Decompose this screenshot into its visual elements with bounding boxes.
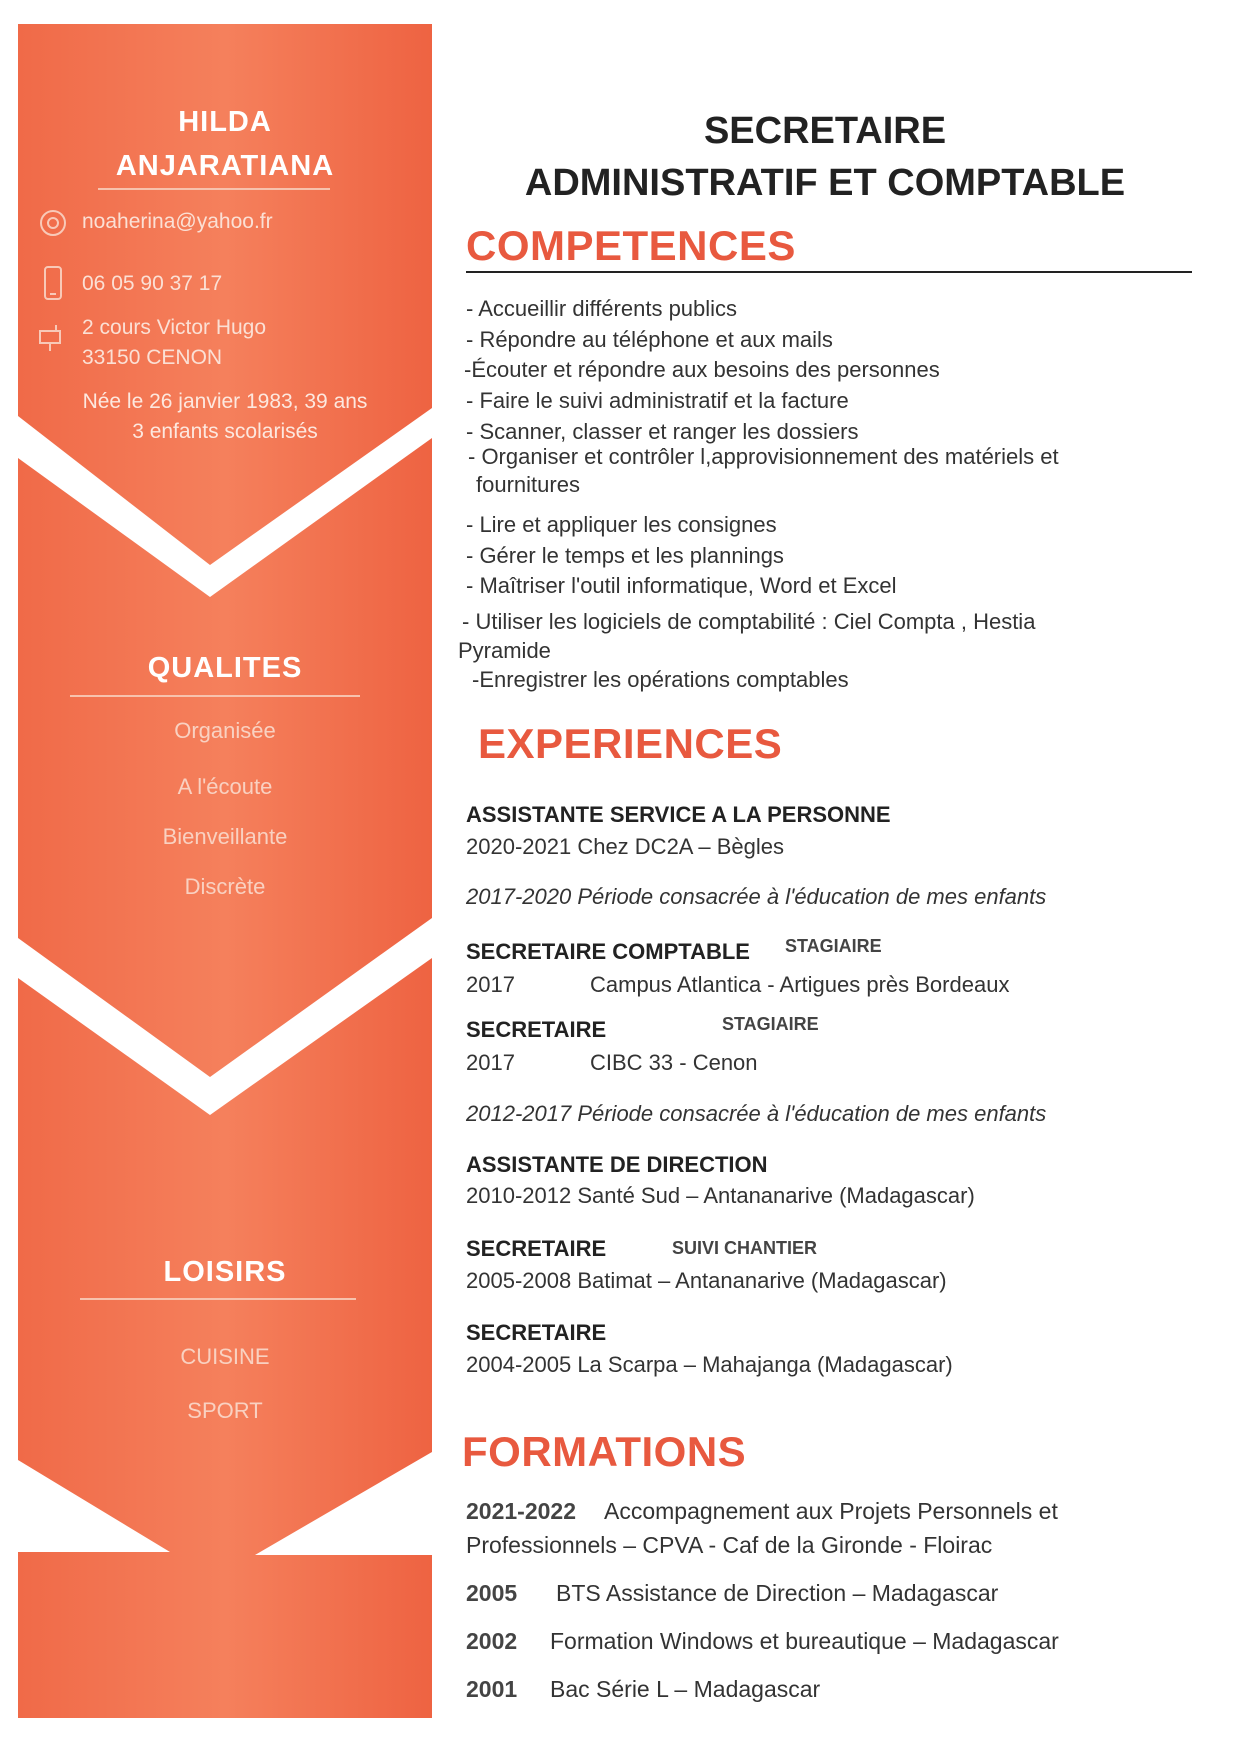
skill-item: - Gérer le temps et les plannings xyxy=(466,543,784,568)
exp-place: Campus Atlantica - Artigues près Bordeaux xyxy=(590,972,1010,997)
sidebar-panel-bottom xyxy=(18,958,432,1718)
name-underline xyxy=(98,188,330,190)
exp-year: 2017 xyxy=(466,972,515,997)
exp-line: 2020-2021 Chez DC2A – Bègles xyxy=(466,834,784,859)
first-name: HILDA xyxy=(178,106,272,138)
qualites-heading: QUALITES xyxy=(147,652,303,684)
skill-item: - Faire le suivi administratif et la facture xyxy=(466,388,849,413)
phone-text: 06 05 90 37 17 xyxy=(82,272,223,295)
qualite-item: Bienveillante xyxy=(162,824,288,849)
exp-role: ASSISTANTE SERVICE A LA PERSONNE xyxy=(466,802,891,827)
experiences-heading: EXPERIENCES xyxy=(478,720,783,767)
address-line1: 2 cours Victor Hugo xyxy=(82,316,267,339)
exp-line: 2005-2008 Batimat – Antananarive (Madagascar) xyxy=(466,1268,947,1293)
exp-role: SECRETAIRE xyxy=(466,1236,607,1261)
exp-line: 2004-2005 La Scarpa – Mahajanga (Madagascar) xyxy=(466,1352,953,1377)
skill-item: - Scanner, classer et ranger les dossiers xyxy=(466,419,859,444)
formation-text: Accompagnement aux Projets Personnels et xyxy=(604,1498,1058,1524)
exp-note: 2017-2020 Période consacrée à l'éducation de mes enfants xyxy=(466,884,1047,909)
loisir-item: SPORT xyxy=(187,1398,263,1423)
exp-role: ASSISTANTE DE DIRECTION xyxy=(466,1152,768,1177)
competences-heading: COMPETENCES xyxy=(466,222,796,269)
formation-text: Professionnels – CPVA - Caf de la Gironde - Floirac xyxy=(466,1532,993,1558)
birth-text: Née le 26 janvier 1983, 39 ans xyxy=(82,390,368,413)
phone-icon xyxy=(38,264,68,304)
job-title-line2: ADMINISTRATIF ET COMPTABLE xyxy=(524,162,1126,204)
last-name: ANJARATIANA xyxy=(115,150,335,182)
skill-item: - Organiser et contrôler l,approvisionnement des matériels et xyxy=(468,444,1059,469)
exp-year: 2017 xyxy=(466,1050,515,1075)
mailbox-icon xyxy=(36,322,66,352)
exp-note: 2012-2017 Période consacrée à l'éducation de mes enfants xyxy=(466,1101,1047,1126)
exp-role: SECRETAIRE COMPTABLE xyxy=(466,939,750,964)
exp-line: 2010-2012 Santé Sud – Antananarive (Madagascar) xyxy=(466,1183,975,1208)
exp-tag: STAGIAIRE xyxy=(785,936,882,956)
formation-text: BTS Assistance de Direction – Madagascar xyxy=(556,1580,999,1606)
qualite-item: Organisée xyxy=(174,718,276,743)
formation-text: Bac Série L – Madagascar xyxy=(550,1676,821,1702)
loisirs-heading: LOISIRS xyxy=(163,1256,287,1288)
email-text: noaherina@yahoo.fr xyxy=(82,210,273,233)
skill-item: - Accueillir différents publics xyxy=(466,296,738,321)
formation-year: 2005 xyxy=(466,1580,518,1606)
skill-item: - Utiliser les logiciels de comptabilité : Ciel Compta , Hestia xyxy=(462,609,1036,634)
skill-item: -Enregistrer les opérations comptables xyxy=(472,667,849,692)
qualites-rule xyxy=(70,695,360,697)
formation-year: 2001 xyxy=(466,1676,518,1702)
exp-role: SECRETAIRE xyxy=(466,1017,607,1042)
formation-year: 2002 xyxy=(466,1628,518,1654)
skill-item: -Écouter et répondre aux besoins des personnes xyxy=(464,357,940,382)
skill-item: - Répondre au téléphone et aux mails xyxy=(466,327,833,352)
qualite-item: A l'écoute xyxy=(177,774,273,799)
qualite-item: Discrète xyxy=(184,874,266,899)
address-line2: 33150 CENON xyxy=(82,346,223,369)
exp-role: SECRETAIRE xyxy=(466,1320,607,1345)
formations-heading: FORMATIONS xyxy=(462,1428,747,1475)
exp-tag: STAGIAIRE xyxy=(722,1014,819,1034)
job-title-line1: SECRETAIRE xyxy=(703,110,947,152)
children-text: 3 enfants scolarisés xyxy=(132,420,318,443)
competences-rule xyxy=(466,271,1192,273)
formation-text: Formation Windows et bureautique – Madagascar xyxy=(550,1628,1059,1654)
loisirs-rule xyxy=(80,1298,356,1300)
skill-item: - Lire et appliquer les consignes xyxy=(466,512,777,537)
skill-item: Pyramide xyxy=(458,638,551,663)
formation-year: 2021-2022 xyxy=(466,1498,576,1524)
exp-place: CIBC 33 - Cenon xyxy=(590,1050,758,1075)
at-icon xyxy=(38,208,68,238)
loisir-item: CUISINE xyxy=(180,1344,270,1369)
skill-item: - Maîtriser l'outil informatique, Word et Excel xyxy=(466,573,897,598)
skill-item: fournitures xyxy=(476,472,580,497)
exp-tag: SUIVI CHANTIER xyxy=(672,1238,818,1258)
